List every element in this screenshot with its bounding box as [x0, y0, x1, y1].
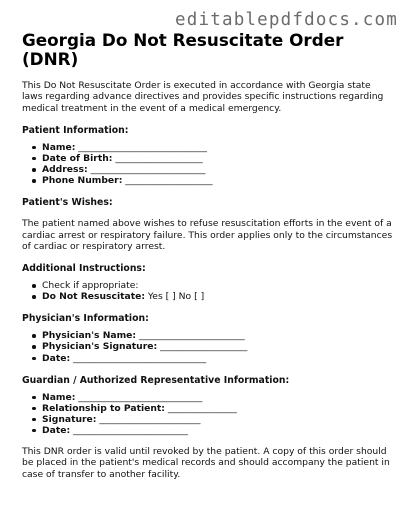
physician-info-heading: Physician's Information: [22, 313, 149, 325]
intro-paragraph: This Do Not Resuscitate Order is executed in accordance with Georgia state laws regarding advance directives and provides specific instructions regarding medical treatment in the event of a medical emergency. [22, 80, 384, 114]
field-label: Phone Number: [42, 175, 123, 187]
field-blank: ___________________________ [78, 391, 203, 403]
field-label: Name: [42, 391, 76, 403]
guardian-name-field[interactable] [42, 392, 394, 403]
physician-info-list [22, 330, 394, 363]
patient-info-heading: Patient Information: [22, 124, 129, 136]
dnr-checkbox-options[interactable]: Yes [ ] No [ ] [147, 291, 205, 303]
field-blank: ___________________ [160, 341, 248, 353]
closing-paragraph: This DNR order is valid until revoked by the patient. A copy of this order should be placed in the patient's medical records and should accompany the patient in case of transfer to another facility. [22, 446, 390, 480]
guardian-date-field[interactable] [42, 425, 394, 436]
patient-name-field[interactable] [42, 142, 394, 153]
check-text: Check if appropriate: [42, 280, 139, 292]
patient-phone-field[interactable] [42, 175, 394, 186]
patient-wishes-heading: Patient's Wishes: [22, 197, 113, 209]
physician-name-field[interactable] [42, 330, 394, 341]
field-label: Physician's Signature: [42, 341, 158, 353]
physician-signature-field[interactable] [42, 341, 394, 352]
field-blank: _______________ [167, 402, 237, 414]
field-blank: ___________________ [125, 175, 213, 187]
document-body [22, 31, 394, 480]
field-blank: ____________________________ [78, 141, 207, 153]
field-blank: ___________________ [115, 152, 203, 164]
dnr-choice-item[interactable] [42, 291, 394, 302]
patient-info-list [22, 142, 394, 186]
field-label: Signature: [42, 413, 97, 425]
guardian-signature-field[interactable] [42, 414, 394, 425]
additional-instructions-list [22, 280, 394, 302]
guardian-info-list [22, 392, 394, 436]
additional-instructions-heading: Additional Instructions: [22, 263, 146, 275]
field-blank: _________________________ [73, 424, 188, 436]
patient-dob-field[interactable] [42, 153, 394, 164]
field-blank: _____________________________ [73, 352, 207, 364]
guardian-relationship-field[interactable] [42, 403, 394, 414]
site-watermark: editablepdfdocs.com [175, 10, 398, 30]
field-blank: _________________________ [90, 164, 206, 176]
field-label: Address: [42, 164, 88, 176]
physician-date-field[interactable] [42, 353, 394, 364]
field-blank: _______________________ [139, 330, 245, 342]
patient-address-field[interactable] [42, 164, 394, 175]
field-label: Date of Birth: [42, 152, 113, 164]
patient-wishes-paragraph: The patient named above wishes to refuse resuscitation efforts in the event of a cardiac arrest or respiratory failure. This order applies only to the circumstances of cardiac or respiratory arrest. [22, 218, 393, 252]
dnr-label: Do Not Resuscitate: [42, 291, 145, 303]
field-label: Date: [42, 352, 71, 364]
field-label: Physician's Name: [42, 330, 137, 342]
field-label: Name: [42, 141, 76, 153]
document-title: Georgia Do Not Resuscitate Order (DNR) [22, 30, 344, 69]
guardian-info-heading: Guardian / Authorized Representative Information: [22, 374, 290, 386]
check-if-appropriate-item [42, 280, 394, 291]
field-blank: ______________________ [99, 413, 201, 425]
field-label: Date: [42, 424, 71, 436]
field-label: Relationship to Patient: [42, 402, 165, 414]
